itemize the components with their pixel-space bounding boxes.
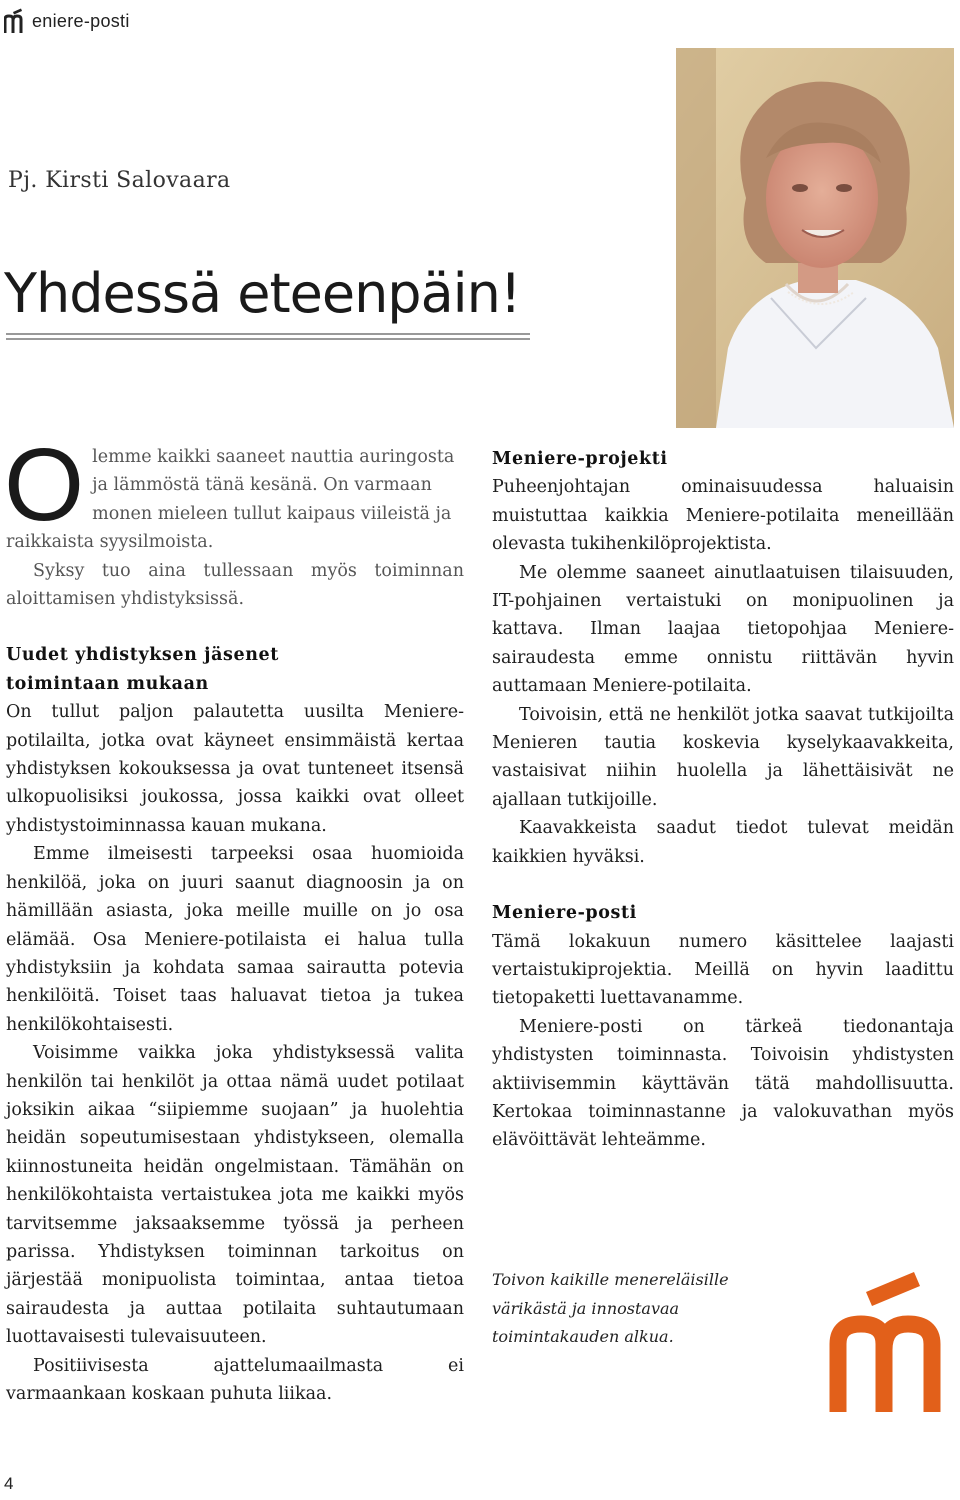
body-paragraph: Toivoisin, että ne henkilöt jotka saavat tutkijoilta Menieren tautia koskevia kyselykaavakkeita, vastaisivat niihin huolella ja lähettäisivät ne ajallaan tutkijoille. [492,704,954,810]
drop-cap: O [4,427,85,542]
intro-paragraph [4,427,464,557]
body-paragraph: Tämä lokakuun numero käsittelee laajasti vertaistukiprojektia. Meillä on hyvin laadittu tietopaketti luettavanamme. [492,931,954,1009]
body-paragraph: Voisimme vaikka joka yhdistyksessä valita henkilön tai henkilöt ja ottaa nämä uudet potilaat joksikin aikaa “siipiemme suojaan” ja huolehtia heidän sopeutumisestaan yhdistykseen, olemalla kiinnostuneita heidän ongelmistaan. Tämähän on henkilökohtaista vertaistukea jota me kaikki myös tarvitsemme jaksaaksemme työssä ja perheen parissa. Yhdistyksen toiminnan tarkoitus on järjestää monipuolista toimintaa, antaa tietoa sairaudesta ja auttaa potilaita suhtautumaan luottavaisesti tulevaisuuteen. [6,1043,464,1348]
meniere-logo-icon [828,1272,948,1412]
portrait-photo [676,48,954,428]
section-heading: toimintaan mukaan [6,673,209,694]
body-paragraph: Positiivisesta ajattelumaailmasta ei varmaankaan koskaan puhuta liikaa. [6,1355,464,1404]
section-heading-meniere-posti: Meniere-posti [492,903,637,924]
body-paragraph: Kaavakkeista saadut tiedot tulevat meidän kaikkien hyväksi. [492,818,954,867]
body-paragraph: Emme ilmeisesti tarpeeksi osaa huomioida henkilöä, joka on juuri saanut diagnoosin ja on hämillään asiasta, joka meille muille on jo osa elämää. Osa Meniere-potilaista ei halua tulla yhdistyksiin ja kohdata samaa sairautta potevia henkilöitä. Toiset taas haluavat tietoa ja tukea henkilökohtaisesti. [6,844,464,1035]
closing-line: värikästä ja innostavaa [492,1298,680,1318]
closing-line: Toivon kaikille menereläisille [492,1270,729,1289]
intro-line: ja lämmöstä tänä kesänä. On varmaan [92,475,432,496]
portrait-illustration [676,48,954,428]
left-column [4,427,464,1408]
body-paragraph: Me olemme saaneet ainutlaatuisen tilaisuuden, IT-pohjainen vertaistuki on monipuolinen ja kattava. Ilman laajaa tietopohjaa Meniere-sairaudesta emme onnistu riittävän hyvin auttamaan Meniere-potilaita. [492,562,954,697]
section-heading: Uudet yhdistyksen jäsenet [6,645,279,666]
title-divider [6,333,530,340]
body-paragraph: On tullut paljon palautetta uusilta Meniere-potilailta, jotka ovat käyneet ensimmäistä kertaa yhdistyksen kokouksessa ja ovat tunteneet itsensä ulkopuolisiksi joukossa, jossa kaikki ovat olleet yhdistystoiminnassa kauan mukana. [6,702,464,836]
body-paragraph: Puheenjohtajan ominaisuudessa haluaisin muistuttaa kaikkia Meniere-potilaita meneillään olevasta tukihenkilöprojektista. [492,477,954,555]
page-number: 4 [4,1474,14,1493]
intro-line: monen mieleen tullut kaipaus viileistä ja [92,503,452,524]
intro-line: lemme kaikki saaneet nauttia auringosta [92,447,455,467]
meniere-logo-icon [4,8,30,34]
page-header [4,6,130,36]
intro-line: raikkaista syysilmoista. [6,532,214,553]
section-heading-meniere-projekti: Meniere-projekti [492,449,668,469]
intro-paragraph-2: Syksy tuo aina tullessaan myös toiminnan aloittamisen yhdistyksissä. [6,560,464,610]
right-column [492,445,954,1155]
spacer [6,613,464,641]
article-title: Yhdessä eteenpäin! [4,262,521,325]
closing-line: toimintakauden alkua. [492,1327,674,1347]
publication-name: eniere-posti [32,10,130,31]
closing-note [492,1266,792,1352]
author-line: Pj. Kirsti Salovaara [8,168,231,193]
body-paragraph: Meniere-posti on tärkeä tiedonantaja yhdistysten toiminnasta. Toivoisin yhdistysten aktiivisemmin käyttävän tätä mahdollisuutta. Kertokaa toiminnastanne ja valokuvathan myös elävöittävät lehteämme. [492,1016,954,1151]
spacer [492,871,954,899]
